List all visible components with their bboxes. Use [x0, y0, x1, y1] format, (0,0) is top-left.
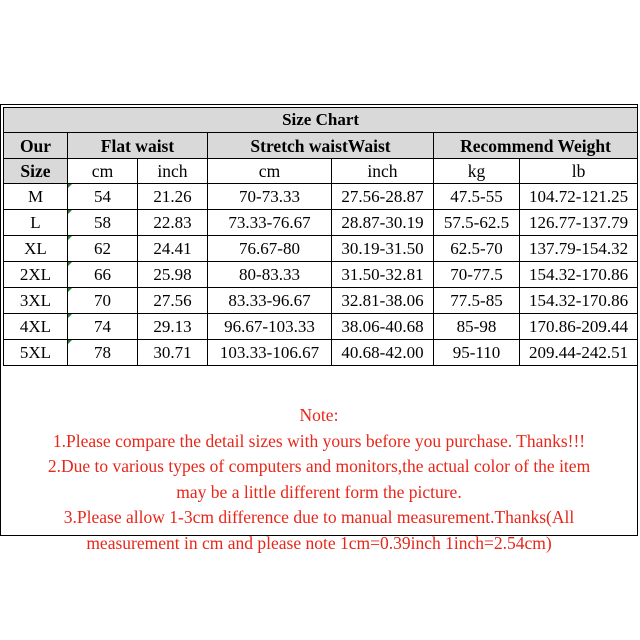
cell-size — [4, 184, 68, 210]
cell-value: 54 — [94, 186, 111, 206]
cell-value: 5XL — [19, 342, 52, 362]
cell-lb — [520, 236, 638, 262]
cell-value: 2XL — [19, 264, 52, 284]
cell-value: 4XL — [19, 316, 52, 336]
cell-value: 40.68-42.00 — [341, 342, 424, 362]
corner-tick-mark — [68, 340, 72, 344]
table-row — [4, 236, 638, 262]
cell-value: 70 — [94, 290, 111, 310]
note-line-3b: measurement in cm and please note 1cm=0.39inch 1inch=2.54cm) — [86, 532, 552, 553]
cell-value: 70-73.33 — [239, 186, 300, 206]
cell-lb — [520, 314, 638, 340]
table-row — [4, 288, 638, 314]
cell-lb — [520, 288, 638, 314]
our-size-header-bottom: Size — [4, 159, 68, 184]
cell-lb — [520, 184, 638, 210]
note-line-2a: 2.Due to various types of computers and monitors,the actual color of the item — [47, 456, 591, 476]
cell-value: 154.32-170.86 — [528, 290, 629, 310]
cell-value: 70-77.5 — [450, 264, 503, 284]
size-chart-sheet — [0, 104, 638, 553]
cell-flat-cm — [68, 184, 138, 210]
unit-weight-kg: kg — [434, 159, 520, 184]
corner-tick-mark — [68, 184, 72, 188]
cell-lb — [520, 210, 638, 236]
table-row — [4, 340, 638, 366]
size-rows — [4, 184, 638, 366]
size-chart-title: Size Chart — [4, 108, 638, 133]
cell-size — [4, 210, 68, 236]
cell-value: 85-98 — [456, 316, 497, 336]
cell-stretch-inch — [332, 340, 434, 366]
flat-waist-header: Flat waist — [68, 133, 208, 159]
unit-row — [4, 159, 638, 184]
cell-kg — [434, 262, 520, 288]
cell-value: 31.50-32.81 — [341, 264, 424, 284]
cell-flat-cm — [68, 288, 138, 314]
cell-value: 29.13 — [153, 316, 192, 336]
corner-tick-mark — [68, 210, 72, 214]
cell-value: 154.32-170.86 — [528, 264, 629, 284]
cell-flat-cm — [68, 262, 138, 288]
cell-stretch-inch — [332, 314, 434, 340]
cell-kg — [434, 314, 520, 340]
cell-flat-cm — [68, 210, 138, 236]
cell-value: 22.83 — [153, 212, 192, 232]
cell-value: 24.41 — [153, 238, 192, 258]
cell-stretch-inch — [332, 236, 434, 262]
title-row — [4, 108, 638, 133]
corner-tick-mark — [68, 314, 72, 318]
cell-value: 28.87-30.19 — [341, 212, 424, 232]
corner-tick-mark — [68, 236, 72, 240]
cell-value: 95-110 — [452, 342, 501, 362]
note-line-1: 1.Please compare the detail sizes with yours before you purchase. Thanks!!! — [52, 430, 586, 451]
cell-lb — [520, 262, 638, 288]
cell-value: 30.19-31.50 — [341, 238, 424, 258]
cell-stretch-cm — [208, 236, 332, 262]
unit-stretch-cm: cm — [208, 159, 332, 184]
cell-value: 38.06-40.68 — [341, 316, 424, 336]
cell-value: 47.5-55 — [450, 186, 503, 206]
cell-flat-cm — [68, 236, 138, 262]
cell-value: 209.44-242.51 — [528, 342, 629, 362]
note-line-2b: may be a little different form the picture. — [176, 481, 462, 502]
cell-stretch-cm — [208, 262, 332, 288]
cell-size — [4, 262, 68, 288]
cell-flat-inch — [138, 340, 208, 366]
cell-value: 80-83.33 — [239, 264, 300, 284]
cell-value: 103.33-106.67 — [219, 342, 320, 362]
unit-weight-lb: lb — [520, 159, 638, 184]
cell-value: 21.26 — [153, 186, 192, 206]
cell-value: L — [30, 212, 41, 232]
notes-section — [1, 403, 637, 556]
cell-value: 126.77-137.79 — [528, 212, 629, 232]
cell-kg — [434, 210, 520, 236]
cell-value: 32.81-38.06 — [341, 290, 424, 310]
cell-value: 27.56-28.87 — [341, 186, 424, 206]
unit-flat-inch: inch — [138, 159, 208, 184]
cell-stretch-cm — [208, 340, 332, 366]
cell-size — [4, 314, 68, 340]
table-row — [4, 262, 638, 288]
table-row — [4, 210, 638, 236]
cell-value: 170.86-209.44 — [528, 316, 629, 336]
cell-value: 25.98 — [153, 264, 192, 284]
cell-flat-inch — [138, 236, 208, 262]
cell-value: 58 — [94, 212, 111, 232]
cell-kg — [434, 288, 520, 314]
cell-size — [4, 288, 68, 314]
cell-kg — [434, 340, 520, 366]
cell-stretch-inch — [332, 288, 434, 314]
table-row — [4, 184, 638, 210]
cell-value: 66 — [94, 264, 111, 284]
cell-stretch-inch — [332, 262, 434, 288]
cell-flat-inch — [138, 314, 208, 340]
cell-value: 83.33-96.67 — [228, 290, 311, 310]
cell-kg — [434, 236, 520, 262]
cell-stretch-cm — [208, 210, 332, 236]
cell-flat-inch — [138, 184, 208, 210]
cell-lb — [520, 340, 638, 366]
cell-stretch-inch — [332, 210, 434, 236]
cell-value: 96.67-103.33 — [224, 316, 315, 336]
cell-value: M — [27, 186, 44, 206]
cell-value: 27.56 — [153, 290, 192, 310]
recommend-weight-header: Recommend Weight — [434, 133, 638, 159]
cell-stretch-cm — [208, 184, 332, 210]
cell-flat-cm — [68, 340, 138, 366]
header-row — [4, 133, 638, 159]
unit-stretch-inch: inch — [332, 159, 434, 184]
cell-value: 57.5-62.5 — [443, 212, 510, 232]
unit-flat-cm: cm — [68, 159, 138, 184]
cell-value: 30.71 — [153, 342, 192, 362]
cell-flat-inch — [138, 288, 208, 314]
cell-stretch-cm — [208, 288, 332, 314]
cell-value: 76.67-80 — [239, 238, 300, 258]
cell-value: 74 — [94, 316, 111, 336]
cell-value: 78 — [94, 342, 111, 362]
cell-flat-cm — [68, 314, 138, 340]
cell-flat-inch — [138, 210, 208, 236]
corner-tick-mark — [68, 262, 72, 266]
note-line-3a: 3.Please allow 1-3cm difference due to manual measurement.Thanks(All — [63, 507, 575, 527]
table-row — [4, 314, 638, 340]
cell-kg — [434, 184, 520, 210]
cell-value: XL — [24, 238, 47, 258]
cell-value: 62 — [94, 238, 111, 258]
cell-value: 137.79-154.32 — [528, 238, 629, 258]
corner-tick-mark — [68, 288, 72, 292]
stretch-waist-header: Stretch waistWaist — [208, 133, 434, 159]
cell-size — [4, 236, 68, 262]
cell-flat-inch — [138, 262, 208, 288]
our-size-header-top: Our — [4, 133, 68, 159]
cell-stretch-inch — [332, 184, 434, 210]
cell-value: 104.72-121.25 — [528, 186, 629, 206]
cell-stretch-cm — [208, 314, 332, 340]
cell-size — [4, 340, 68, 366]
cell-value: 77.5-85 — [450, 290, 503, 310]
cell-value: 62.5-70 — [450, 238, 503, 258]
size-chart-table — [3, 107, 638, 366]
cell-value: 73.33-76.67 — [228, 212, 311, 232]
note-heading: Note: — [299, 405, 339, 425]
cell-value: 3XL — [19, 290, 52, 310]
